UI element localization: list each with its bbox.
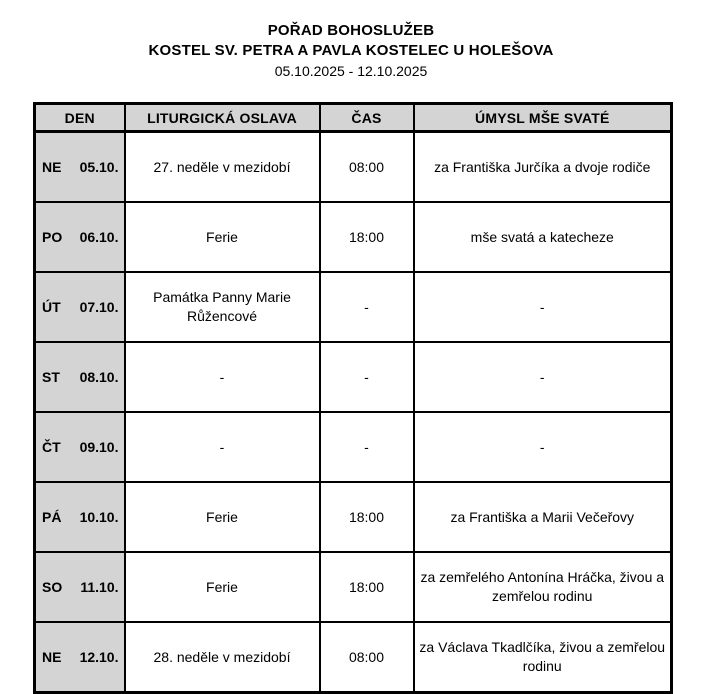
day-cell [35,482,125,552]
time-cell: 18:00 [320,482,414,552]
celebration-cell: - [125,412,320,482]
intention-cell: za Františka Jurčíka a dvoje rodiče [414,132,672,203]
date-range: 05.10.2025 - 12.10.2025 [274,63,428,79]
day-abbr: NE [42,648,62,665]
title-block [0,0,702,81]
intention-cell: - [414,342,672,412]
day-cell [35,132,125,203]
day-date: 05.10. [79,158,119,175]
intention-cell: - [414,412,672,482]
day-date: 12.10. [79,648,119,665]
intention-cell: mše svatá a katecheze [414,202,672,272]
time-cell: 08:00 [320,622,414,693]
day-date: 06.10. [79,228,119,245]
page-title: POŘAD BOHOSLUŽEB [267,22,435,39]
intention-cell: - [414,272,672,342]
day-cell [35,342,125,412]
day-abbr: SO [42,578,63,595]
day-cell [35,552,125,622]
church-name: KOSTEL SV. PETRA A PAVLA KOSTELEC U HOLEŠOVA [148,42,554,59]
column-header-time: ČAS [320,104,414,132]
table-row [35,272,672,342]
day-date: 11.10. [80,578,119,595]
time-cell: - [320,342,414,412]
intention-cell: za Františka a Marii Večeřovy [414,482,672,552]
table-row [35,552,672,622]
time-cell: - [320,412,414,482]
celebration-cell: Ferie [125,552,320,622]
celebration-cell: Ferie [125,482,320,552]
day-cell [35,412,125,482]
table-row [35,622,672,693]
column-header-day: DEN [35,104,125,132]
table-row [35,202,672,272]
table-row [35,412,672,482]
intention-cell: za Václava Tkadlčíka, živou a zemřelou rodinu [414,622,672,693]
table-row [35,132,672,203]
table-header-row [35,104,672,132]
schedule-table [33,102,673,694]
day-abbr: ÚT [42,298,61,315]
time-cell: 08:00 [320,132,414,203]
time-cell: - [320,272,414,342]
day-abbr: PÁ [42,508,62,525]
time-cell: 18:00 [320,552,414,622]
celebration-cell: Ferie [125,202,320,272]
column-header-intention: ÚMYSL MŠE SVATÉ [414,104,672,132]
day-abbr: ČT [42,438,61,455]
day-date: 07.10. [79,298,119,315]
day-date: 08.10. [79,368,119,385]
intention-cell: za zemřelého Antonína Hráčka, živou a zemřelou rodinu [414,552,672,622]
day-date: 10.10. [79,508,119,525]
day-cell [35,622,125,693]
day-abbr: NE [42,158,62,175]
day-abbr: ST [42,368,60,385]
celebration-cell: 27. neděle v mezidobí [125,132,320,203]
time-cell: 18:00 [320,202,414,272]
table-row [35,342,672,412]
celebration-cell: Památka Panny Marie Růžencové [125,272,320,342]
celebration-cell: 28. neděle v mezidobí [125,622,320,693]
celebration-cell: - [125,342,320,412]
day-date: 09.10. [79,438,119,455]
day-cell [35,202,125,272]
column-header-celebration: LITURGICKÁ OSLAVA [125,104,320,132]
table-row [35,482,672,552]
day-cell [35,272,125,342]
day-abbr: PO [42,228,63,245]
